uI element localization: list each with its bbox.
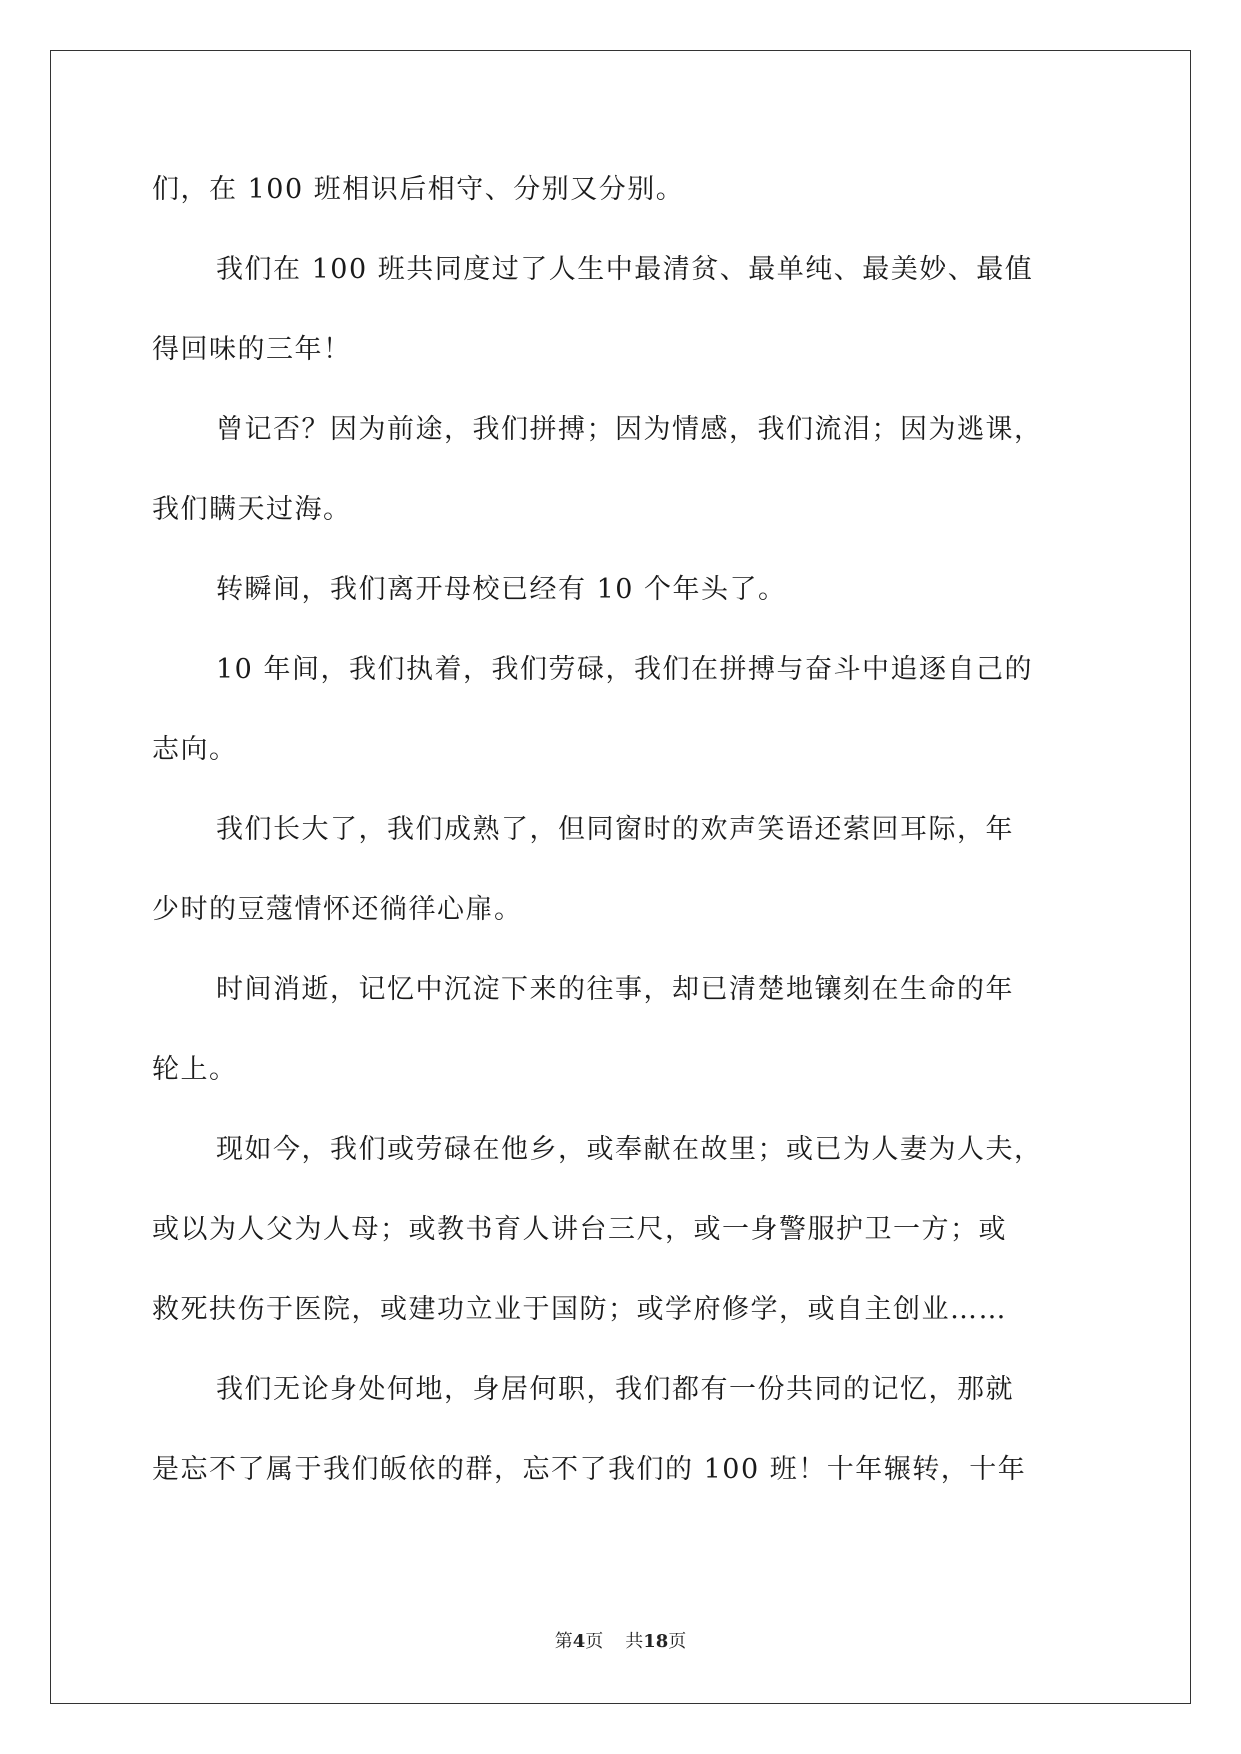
total-suffix: 页 (668, 1631, 687, 1652)
body-text-line: 现如今，我们或劳碌在他乡，或奉献在故里；或已为人妻为人夫， (216, 1134, 1043, 1165)
body-text-line: 救死扶伤于医院，或建功立业于国防；或学府修学，或自主创业…… (152, 1294, 1007, 1325)
body-text-line: 少时的豆蔻情怀还徜徉心扉。 (152, 894, 523, 925)
body-text-line: 是忘不了属于我们皈依的群，忘不了我们的 100 班！十年辗转，十年 (152, 1454, 1027, 1485)
body-text-line: 我们瞒天过海。 (152, 494, 352, 525)
total-pages: 18 (643, 1631, 669, 1652)
body-text-line: 我们无论身处何地，身居何职，我们都有一份共同的记忆，那就 (216, 1374, 1014, 1405)
body-text-line: 转瞬间，我们离开母校已经有 10 个年头了。 (216, 574, 787, 605)
body-text-line: 志向。 (152, 734, 238, 765)
page-footer (0, 1630, 1241, 1654)
body-text-line: 或以为人父为人母；或教书育人讲台三尺，或一身警服护卫一方；或 (152, 1214, 1007, 1245)
body-text-line: 轮上。 (152, 1054, 238, 1085)
total-prefix: 共 (625, 1631, 644, 1652)
body-text-line: 我们长大了，我们成熟了，但同窗时的欢声笑语还萦回耳际，年 (216, 814, 1014, 845)
page-number: 4 (572, 1631, 586, 1652)
body-text-line: 时间消逝，记忆中沉淀下来的往事，却已清楚地镶刻在生命的年 (216, 974, 1014, 1005)
page-prefix: 第 (554, 1631, 573, 1652)
body-text-line: 们，在 100 班相识后相守、分别又分别。 (152, 174, 685, 205)
body-text-line: 我们在 100 班共同度过了人生中最清贫、最单纯、最美妙、最值 (216, 254, 1034, 285)
body-text-line: 曾记否？因为前途，我们拼搏；因为情感，我们流泪；因为逃课， (216, 414, 1043, 445)
body-text-line: 得回味的三年！ (152, 334, 352, 365)
page-suffix: 页 (585, 1631, 604, 1652)
body-text-line: 10 年间，我们执着，我们劳碌，我们在拼搏与奋斗中追逐自己的 (216, 654, 1033, 685)
